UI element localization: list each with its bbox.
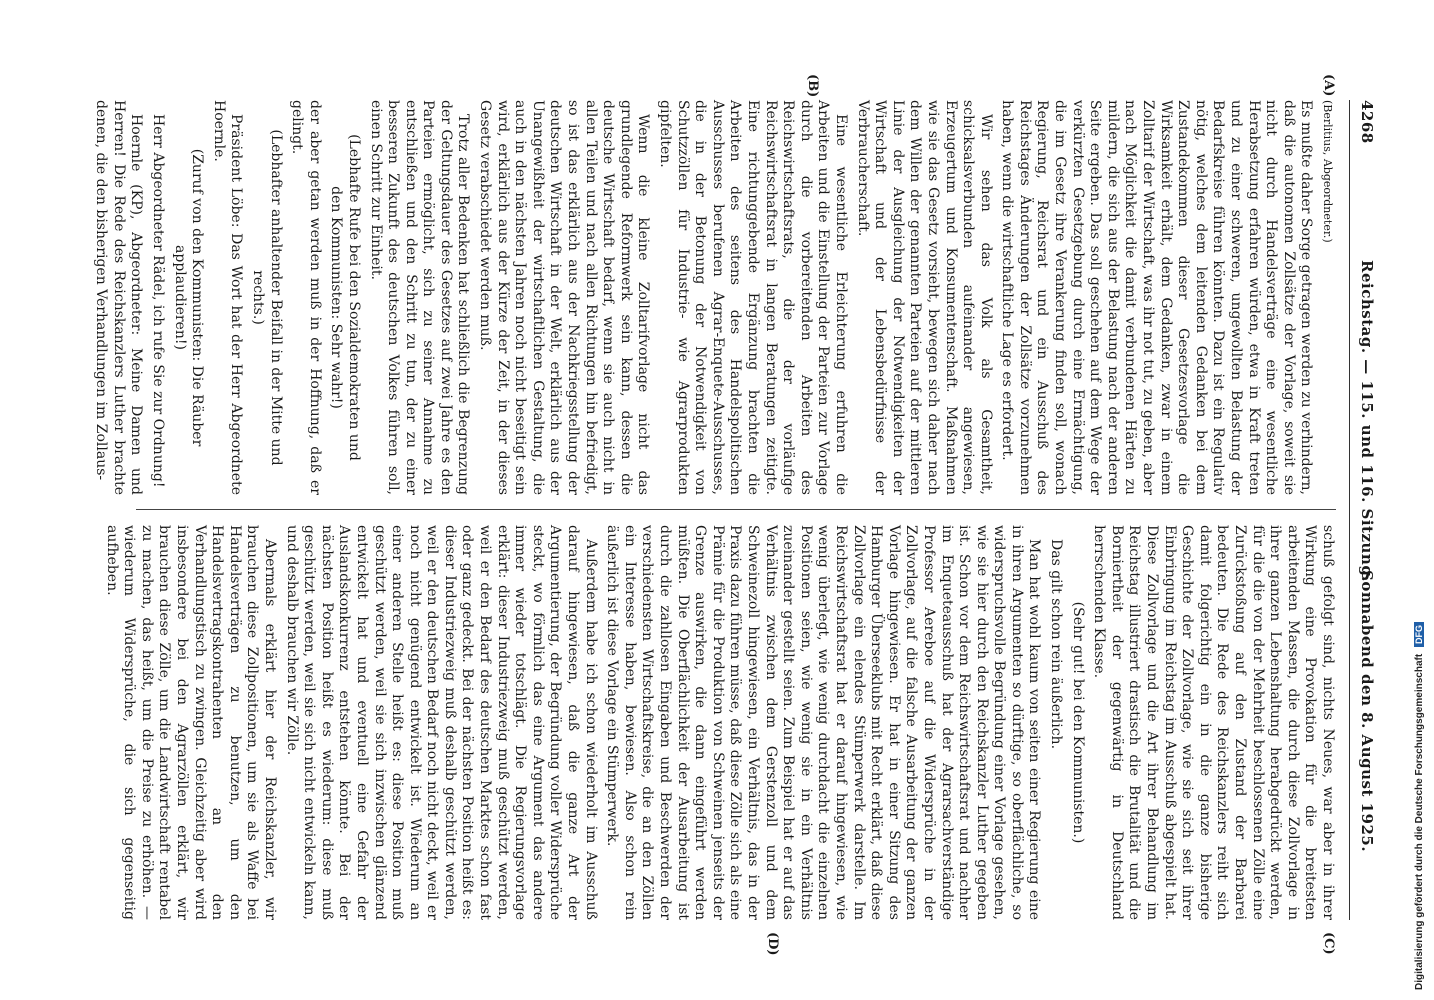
left-column bbox=[93, 100, 1336, 495]
running-head bbox=[1349, 100, 1380, 920]
paragraph: Außerdem habe ich schon wiederholt im Ausschuß darauf hingewiesen, daß die ganze Art der Argumentierung, der Begründung voller Widersprüche steckt, wo förmlich das eine Argument das andere immer wieder totschlägt. Die Regierungsvorlage erklärt: dieser Industriezweig muß geschützt werden, weil er den Bedarf des deutschen Marktes schon fast oder ganz gedeckt. Bei der nächsten Position heißt es: dieser Industriezweig muß deshalb geschützt werden, weil er den deutschen Bedarf noch nicht deckt, weil er noch nicht genügend entwickelt ist. Wiederum an einer anderen Stelle heißt es: diese Position muß geschützt werden, weil sie sich inzwischen glänzend entwickelt hat und eventuell eine Gefahr der Auslandskonkurrenz entstehen könnte. Bei der nächsten Position heißt es wiederum: diese muß geschützt werden, weil sie sich nicht entwickeln kann, und deshalb brauchen wir Zölle. bbox=[283, 525, 599, 920]
dfg-logo: DFG bbox=[1414, 622, 1424, 647]
speaker-heading: (Berlitius, Abgeordneter.) bbox=[1321, 100, 1334, 243]
paragraph: Wir sehen das Volk als Gesamtheit, schicksalsverbunden aufeinander angewiesen, Erzeugertum und Konsumentenschaft. Maßnahmen wie sie das Gesetz vorsieht, bewegen sich daher nach dem Willen der genannten Parteien auf der mittleren Linie der Ausgleichung der Notwendigkeiten der Wirtschaft und der Lebensbedürfnisse der Verbraucherschaft. bbox=[854, 100, 994, 495]
margin-letter-d: (D) bbox=[765, 932, 780, 956]
interjection: (Sehr gut! bei den Kommunisten.) bbox=[1069, 601, 1086, 844]
paragraph: der aber getan werden muß in der Hoffnung, daß er gelingt. bbox=[289, 100, 323, 495]
interjection: (Lebhafter anhaltender Beifall in der Mitte und rechts.) bbox=[249, 129, 284, 466]
credit-text: Digitalisierung gefördert durch die Deutsche Forschungsgemeinschaft bbox=[1414, 653, 1425, 990]
margin-letter-c: (C) bbox=[1321, 932, 1336, 955]
paragraph: Abermals erklärt hier der Reichskanzler, wir brauchen diese Zollpositionen, um sie als Waffe bei Handelsverträgen zu benutzen, um den Handelsvertragskontrahenten an den Verhandlungstisch zu zwingen. Gleichzeitig aber wird insbesondere bei den Agrarzöllen erklärt, wir brauchen diese Zölle, um die Landwirtschaft rentabel zu machen, das heißt, um die Preise zu erhöhen. — wiederum Widersprüche, die sich gegenseitig aufheben. bbox=[103, 525, 278, 920]
column-divider bbox=[136, 509, 1336, 510]
interjection: (Zuruf von den Kommunisten: Die Räuber applaudieren!) bbox=[171, 148, 206, 447]
paragraph: Trotz aller Bedenken hat schließlich die Begrenzung der Geltungsdauer des Gesetzes auf zwei Jahre es den Parteien ermöglicht, sich zu seiner Annahme zu entschließen und den Schritt zu tun, der zu einer besseren Zukunft des deutschen Volkes führen soll, einen Schritt zur Einheit. bbox=[367, 100, 472, 495]
session-title: Reichstag. — 115. und 116. Sitzung. bbox=[1358, 260, 1376, 583]
paragraph: Hoernle (KP), Abgeordneter: Meine Damen und Herren! Die Rede des Reichskanzlers Luther brachte denen, die den bisherigen Verhandlungen im Zollaus- bbox=[93, 100, 145, 495]
paragraph: Es mußte daher Sorge getragen werden zu verhindern, daß die autonomen Zollsätze der Vorlage, soweit sie nicht durch Handelsverträge eine wesentliche Herabsetzung erfahren würden, etwa in Kraft treten und zu einer schweren, ungewollten Belastung der Bedarfskreise führen könnten. Dazu ist ein Regulativ nötig, welches dem leitenden Gedanken bei dem Zustandekommen dieser Gesetzesvorlage die Wirksamkeit erhält, dem Gedanken, zwar in einem Zolltarif der Wirtschaft, was ihr not tut, zu geben, aber nach Möglichkeit die damit verbundenen Härten zu mildern, die sich aus der Belastung nach der anderen Seite ergeben. Das soll geschehen auf dem Wege der verkürzten Gesetzgebung durch eine Ermächtigung, die im Gesetz ihre Verankerung finden soll, wonach Regierung, Reichsrat und ein Ausschuß des Reichstages Änderungen der Zollsätze vorzunehmen haben, wenn die wirtschaftliche Lage es erfordert. bbox=[999, 100, 1315, 495]
margin-letter-b: (B) bbox=[805, 74, 820, 98]
right-column bbox=[103, 525, 1336, 920]
margin-letter-a: (A) bbox=[1321, 74, 1336, 97]
paragraph: Man hat wohl kaum von seiten einer Regierung eine in ihren Argumenten so dürftige, so oberflächliche, so widerspruchsvolle Begründung einer Vorlage gesehen, wie sie hier durch den Reichskanzler Luther gegeben ist. Schon vor dem Reichswirtschaftsrat und nachher im Enqueteausschuß hat der Agrarsachverständige Professor Aereboe auf die Widersprüche in der Zollvorlage, auf die falsche Ausarbeitung der ganzen Vorlage hingewiesen. Er hat in einer Sitzung des Hamburger Überseeklubs mit Recht erklärt, daß diese Zollvorlage ein elendes Stümperwerk darstelle. Im Reichswirtschaftsrat hat er darauf hingewiesen, wie wenig überlegt, wie wenig durchdacht die einzelnen Positionen seien, wie wenig sie in ein Verhältnis zueinander gestellt seien. Zum Beispiel hat er auf das Verhältnis zwischen dem Gerstenzoll und dem Schweinezoll hingewiesen, ein Verhältnis, das in der Praxis dazu führen müsse, daß diese Zölle sich als eine Prämie für die Produktion von Schweinen jenseits der Grenze auswirken, die dann eingeführt werden müßten. Die Oberflächlichkeit der Ausarbeitung ist durch die zahllosen Eingaben und Beschwerden der verschiedensten Wirtschaftskreise, die an den Zöllen ein Interesse haben, bewiesen. Also schon rein äußerlich ist diese Vorlage ein Stümperwerk. bbox=[604, 525, 1043, 920]
paragraph: schuß gefolgt sind, nichts Neues, war aber in ihrer Wirkung eine Provokation für die breitesten arbeitenden Massen, die durch diese Zollvorlage in ihrer ganzen Lebenshaltung herabgedrückt werden, für die die von der Mehrheit beschlossenen Zölle eine Zurückstoßung auf den Zustand der Barbarei bedeuten. Die Rede des Reichskanzlers reiht sich damit folgerichtig ein in die ganze bisherige Geschichte der Zollvorlage, wie sie sich seit ihrer Einbringung im Reichstag im Ausschuß abgespielt hat. Diese Zollvorlage und die Art ihrer Behandlung im Reichstag illustriert drastisch die Brutalität und die Borniertheit der gegenwärtig in Deutschland herrschenden Klasse. bbox=[1091, 525, 1336, 920]
paragraph: Wenn die kleine Zolltarifvorlage nicht das grundlegende Reformwerk sein kann, dessen die deutsche Wirtschaft bedarf, wenn sie auch nicht in allen Teilen und nach allen Richtungen hin befriedigt, so ist das erklärlich aus der Nachkriegsstellung der deutschen Wirtschaft in der Welt, erklärlich aus der Unangewißheit der wirtschaftlichen Gestaltung, die auch in den nächsten Jahren noch nicht beseitigt sein wird, erklärlich aus der Kürze der Zeit, in der dieses Gesetz verabschiedet werden muß. bbox=[477, 100, 652, 495]
digitization-credit bbox=[1414, 622, 1425, 990]
paragraph: Eine wesentliche Erleichterung erfuhren die Arbeiten und die Einstellung der Parteien zur Vorlage durch die vorbereitenden Arbeiten des Reichswirtschaftsrats, die der vorläufige Reichswirtschaftsrat in langen Beratungen zeitigte. Eine richtunggebende Ergänzung brachten die Arbeiten des seitens des Handelspolitischen Ausschusses berufenen Agrar-Enquete-Ausschusses, die in der Betonung der Notwendigkeit von Schutzzöllen für Industrie- wie Agrarprodukten gipfelten. bbox=[657, 100, 849, 495]
interjection: (Lebhafte Rufe bei den Sozialdemokraten und den Kommunisten: Sehr wahr!) bbox=[328, 134, 362, 461]
president-remark: Herr Abgeordneter Rädel, ich rufe Sie zur Ordnung! bbox=[150, 114, 166, 488]
page-number: 4268 bbox=[1358, 100, 1376, 144]
rotated-page bbox=[80, 60, 1380, 960]
session-date: Sonnabend den 8. August 1925. bbox=[1358, 570, 1376, 853]
president-remark: Präsident Löbe: Das Wort hat der Herr Abgeordnete Hoernle. bbox=[210, 100, 245, 495]
paragraph: Das gilt schon rein äußerlich. bbox=[1048, 539, 1065, 750]
